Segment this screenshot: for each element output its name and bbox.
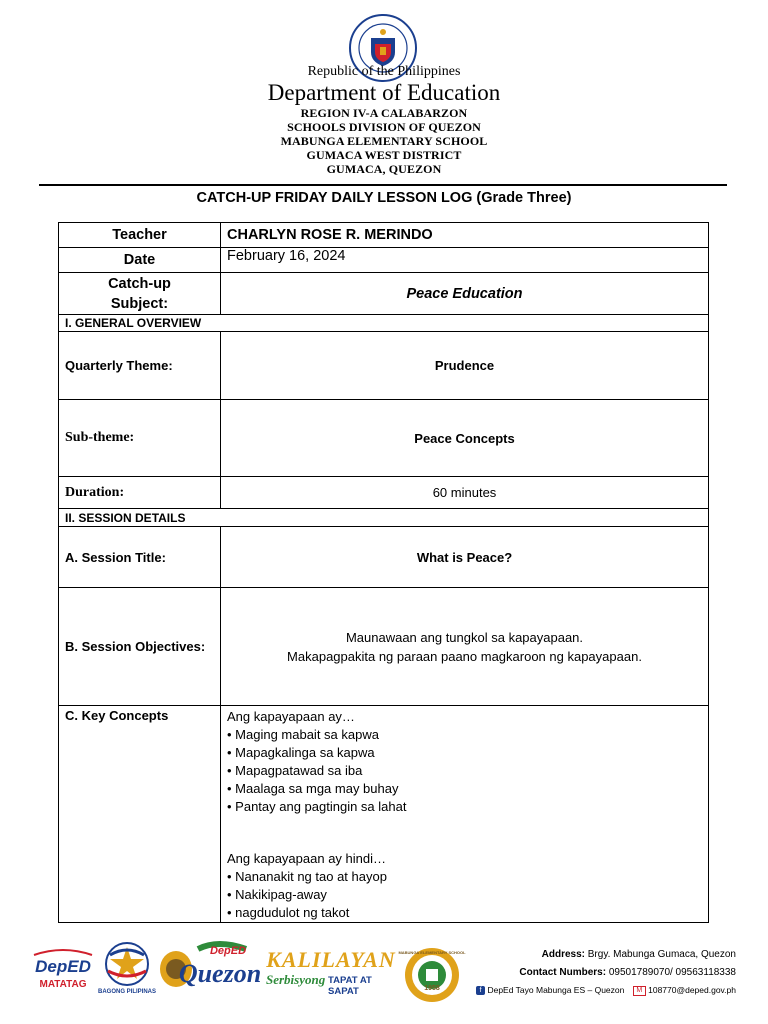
- objective-item: Maunawaan ang tungkol sa kapayapaan.: [345, 629, 584, 645]
- kc-intro-negative: Ang kapayapaan ay hindi…: [227, 851, 387, 866]
- kc-intro-positive: Ang kapayapaan ay…: [227, 709, 355, 724]
- footer: [0, 935, 768, 1024]
- region-line: REGION IV-A CALABARZON: [300, 106, 468, 120]
- sub-theme-row: [59, 400, 709, 477]
- kc-item: • Mapagkalinga sa kapwa: [227, 745, 375, 760]
- kalilayan-logo: [266, 947, 396, 999]
- key-concepts-list: [227, 708, 702, 922]
- contact-line: [519, 967, 736, 978]
- kalilayan-tagline: TAPAT AT SAPAT: [328, 975, 372, 997]
- sub-theme-value: Peace Concepts: [221, 400, 709, 477]
- kc-item: • Maalaga sa mga may buhay: [227, 781, 399, 796]
- title-prefix: CATCH-UP: [196, 190, 271, 206]
- section-session-details: II. SESSION DETAILS: [59, 509, 709, 527]
- objective-item: Makapagpakita ng paraan paano magkaroon ng kapayapaan.: [287, 648, 642, 664]
- bagong-pilipinas-text: BAGONG PILIPINAS: [97, 989, 156, 995]
- facebook-icon: f: [476, 986, 485, 995]
- subject-label-line-1: Catch-up: [108, 275, 171, 292]
- session-details-row: [59, 509, 709, 527]
- bagong-pilipinas-logo: [97, 941, 156, 999]
- location-line: GUMACA, QUEZON: [326, 162, 442, 176]
- kalilayan-sub-text: Serbisyong: [266, 972, 326, 987]
- date-value: February 16, 2024: [221, 248, 709, 273]
- address-line: [542, 949, 736, 960]
- facebook-value: DepEd Tayo Mabunga ES – Quezon: [487, 985, 625, 995]
- contact-label: Contact Numbers:: [519, 967, 607, 978]
- school-seal: [398, 947, 466, 1003]
- date-label: Date: [59, 248, 221, 273]
- teacher-value: CHARLYN ROSE R. MERINDO: [221, 223, 709, 248]
- kc-item: • Maging mabait sa kapwa: [227, 727, 379, 742]
- teacher-row: [59, 223, 709, 248]
- date-row: [59, 248, 709, 273]
- school-seal-text: MABUNGA ELEMENTARY SCHOOL: [398, 950, 466, 955]
- title-main: FRIDAY DAILY LESSON LOG (Grade Three): [274, 190, 572, 206]
- school-seal-icon: [404, 947, 460, 1003]
- lesson-log-table: [58, 222, 709, 923]
- district-line: GUMACA WEST DISTRICT: [306, 148, 462, 162]
- session-title-value: What is Peace?: [221, 527, 709, 588]
- bagong-pilipinas-icon: [102, 941, 152, 987]
- session-objectives-label: B. Session Objectives:: [59, 588, 221, 706]
- kalilayan-text: KALILAYAN: [266, 947, 396, 972]
- session-objectives-value: [221, 588, 709, 706]
- quezon-logo-top: DepED: [209, 945, 247, 957]
- subject-label-line-2: Subject:: [110, 295, 169, 312]
- kc-item: • Nakikipag-away: [227, 887, 327, 902]
- quarterly-theme-row: [59, 332, 709, 400]
- subject-value: Peace Education: [221, 273, 709, 315]
- school-seal-year: 1958: [424, 985, 440, 992]
- quarterly-theme-label: Quarterly Theme:: [59, 332, 221, 400]
- email-value: 108770@deped.gov.ph: [648, 985, 736, 995]
- address-value: Brgy. Mabunga Gumaca, Quezon: [587, 949, 736, 960]
- division-line: SCHOOLS DIVISION OF QUEZON: [287, 120, 481, 134]
- session-title-label: A. Session Title:: [59, 527, 221, 588]
- sub-theme-label: Sub-theme:: [59, 400, 221, 477]
- header-divider: [39, 184, 727, 186]
- duration-row: [59, 477, 709, 509]
- kc-item: • nagdudulot ng takot: [227, 905, 350, 920]
- document-title: [0, 190, 768, 206]
- kc-item: • Mapagpatawad sa iba: [227, 763, 363, 778]
- school-line: MABUNGA ELEMENTARY SCHOOL: [280, 134, 488, 148]
- deped-quezon-logo: [158, 939, 262, 999]
- deped-matatag-logo: [32, 943, 94, 993]
- deped-logo-text: DepED: [35, 957, 91, 976]
- session-objectives-row: [59, 588, 709, 706]
- teacher-label: Teacher: [59, 223, 221, 248]
- department-line: Department of Education: [267, 80, 501, 105]
- subject-row: [59, 273, 709, 315]
- email-icon: M: [633, 986, 646, 996]
- session-title-row: [59, 527, 709, 588]
- section-general-overview: I. GENERAL OVERVIEW: [59, 315, 709, 332]
- republic-line: Republic of the Philippines: [307, 64, 461, 79]
- subject-label: [59, 273, 221, 315]
- contact-value: 09501789070/ 09563118338: [608, 967, 736, 978]
- duration-value: 60 minutes: [221, 477, 709, 509]
- key-concepts-label: C. Key Concepts: [59, 706, 221, 923]
- address-label: Address:: [541, 949, 585, 960]
- matatag-text: MATATAG: [39, 979, 87, 990]
- social-line: [476, 985, 736, 996]
- duration-label: Duration:: [59, 477, 221, 509]
- kc-item: • Pantay ang pagtingin sa lahat: [227, 799, 407, 814]
- kc-item: • Nananakit ng tao at hayop: [227, 869, 387, 884]
- key-concepts-row: [59, 706, 709, 923]
- general-overview-row: [59, 315, 709, 332]
- key-concepts-value: [221, 706, 709, 923]
- quezon-logo-text: Quezon: [178, 959, 262, 988]
- kc-spacer: [227, 816, 702, 850]
- quarterly-theme-value: Prudence: [221, 332, 709, 400]
